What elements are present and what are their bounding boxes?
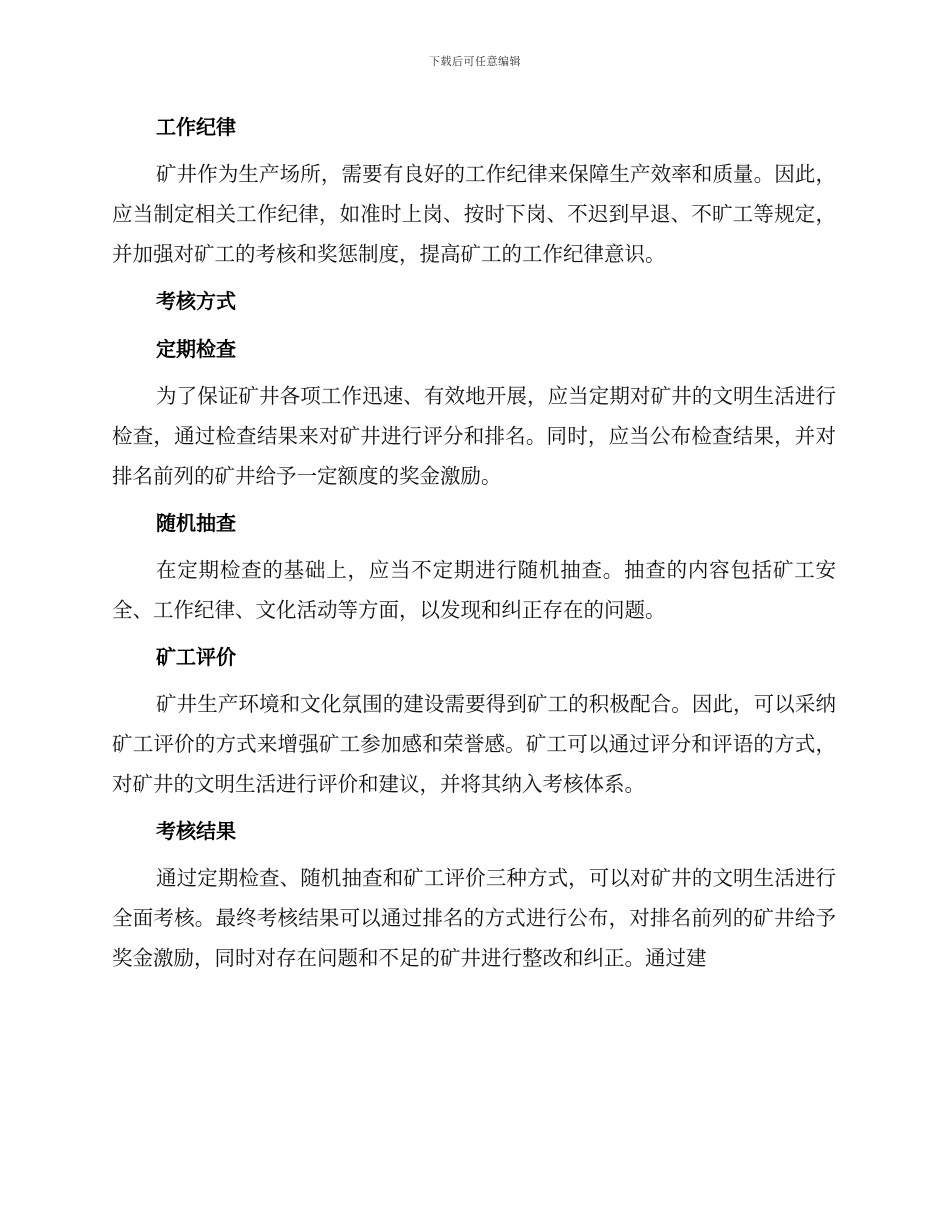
document-body [112, 112, 836, 990]
section-heading-work-discipline: 工作纪律 [156, 115, 236, 139]
page-header: 下载后可任意编辑 [429, 55, 521, 68]
paragraph-regular-inspection: 为了保证矿井各项工作迅速、有效地开展，应当定期对矿井的文明生活进行检查，通过检查结果来对矿井进行评分和排名。同时，应当公布检查结果，并对排名前列的矿井给予一定额度的奖金激励。 [112, 384, 836, 488]
section-heading-assessment-results: 考核结果 [156, 819, 236, 843]
section-heading-miner-evaluation: 矿工评价 [156, 645, 236, 669]
paragraph-work-discipline: 矿井作为生产场所，需要有良好的工作纪律来保障生产效率和质量。因此，应当制定相关工作纪律，如准时上岗、按时下岗、不迟到早退、不旷工等规定，并加强对矿工的考核和奖惩制度，提高矿工的工作纪律意识。 [112, 162, 836, 266]
paragraph-assessment-results: 通过定期检查、随机抽查和矿工评价三种方式，可以对矿井的文明生活进行全面考核。最终考核结果可以通过排名的方式进行公布，对排名前列的矿井给予奖金激励，同时对存在问题和不足的矿井进行整改和纠正。通过建 [112, 866, 836, 970]
section-heading-regular-inspection: 定期检查 [156, 337, 236, 361]
section-heading-random-check: 随机抽查 [156, 511, 236, 535]
paragraph-random-check: 在定期检查的基础上，应当不定期进行随机抽查。抽查的内容包括矿工安全、工作纪律、文化活动等方面，以发现和纠正存在的问题。 [112, 558, 836, 622]
paragraph-miner-evaluation: 矿井生产环境和文化氛围的建设需要得到矿工的积极配合。因此，可以采纳矿工评价的方式来增强矿工参加感和荣誉感。矿工可以通过评分和评语的方式，对矿井的文明生活进行评价和建议，并将其纳入考核体系。 [112, 692, 836, 796]
section-heading-assessment-methods: 考核方式 [156, 289, 236, 313]
